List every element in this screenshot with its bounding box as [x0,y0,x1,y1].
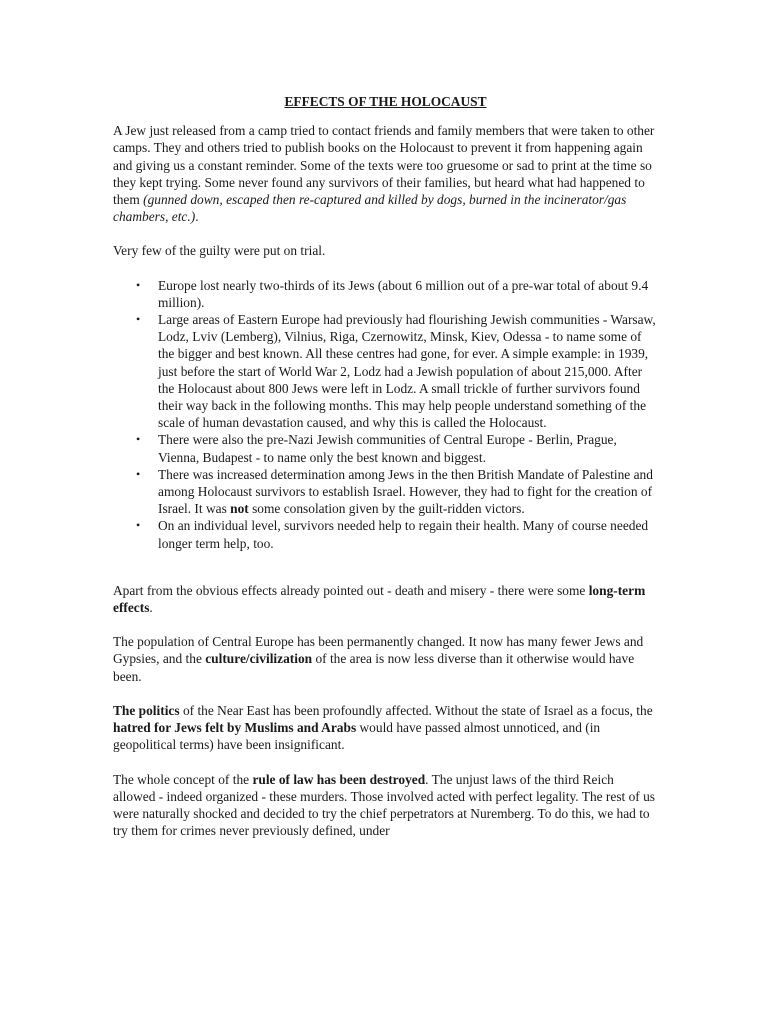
list-item-text: There was increased determination among Jews in the then British Mandate of Palestine and among Holocaust survivors to establish Israel. However, they had to fight for the creation of Israel. It was [158,466,653,517]
paragraph-long-term-end: . [149,600,153,616]
paragraph-intro-italic: (gunned down, escaped then re-captured and killed by dogs, burned in the incinerator/gas chambers, etc.) [113,192,627,225]
list-item-text: Large areas of Eastern Europe had previously had flourishing Jewish communities - Warsaw, Lodz, Lviv (Lemberg), Vilnius, Riga, Czernowitz, Minsk, Kiev, Odessa - to name some of the bigger and best known. All these centres had gone, for ever. A simple example: in 1939, just before the start of World War 2, Lodz had a Jewish population of about 215,000. After the Holocaust about 800 Jews were left in Lodz. A small trickle of further survivors found their way back in the following months. This may help people understand something of the scale of human devastation caused, and why this is called the Holocaust. [158,312,656,431]
bullet-icon: • [136,312,141,327]
paragraph-law-end: . The unjust laws of the third Reich allowed - indeed organized - these murders. Those involved acted with perfect legality. The rest of us were naturally shocked and decided to try the chief perpetrators at Nuremberg. To do this, we had to try them for crimes never previously defined, under [113,771,656,839]
paragraph-law-text: The whole concept of the [113,771,253,787]
paragraph-intro [113,122,658,225]
paragraph-rule-of-law [113,771,658,840]
paragraph-politics [113,702,658,754]
list-item-bold: not [230,501,249,517]
list-item [136,431,658,465]
bullet-icon: • [136,277,141,292]
paragraph-population [113,633,658,685]
paragraph-long-term-bold: long-term effects [113,582,646,616]
paragraph-population-end: of the area is now less diverse than it otherwise would have been. [113,651,635,684]
paragraph-population-bold: culture/civilization [205,651,313,667]
paragraph-politics-text: of the Near East has been profoundly affected. Without the state of Israel as a focus, the [179,702,653,718]
list-item-text: On an individual level, survivors needed help to regain their health. Many of course needed longer term help, too. [158,518,649,551]
list-item-text: There were also the pre-Nazi Jewish communities of Central Europe - Berlin, Prague, Vienna, Budapest - to name only the best known and biggest. [158,432,617,465]
paragraph-politics-end: would have passed almost unnoticed, and (in geopolitical terms) have been insignificant. [113,720,601,753]
list-item [136,517,658,551]
list-item-text: Europe lost nearly two-thirds of its Jews (about 6 million out of a pre-war total of about 9.4 million). [158,277,649,310]
paragraph-politics-bold: The politics [113,702,180,718]
paragraph-law-bold: rule of law has been destroyed [252,771,426,787]
paragraph-long-term [113,582,658,616]
bullet-icon: • [136,518,141,533]
paragraph-intro-end: . [195,209,199,225]
bullet-icon: • [136,432,141,447]
list-item [136,466,658,518]
bullet-icon: • [136,466,141,481]
paragraph-population-text: The population of Central Europe has been permanently changed. It now has many fewer Jews and Gypsies, and the [113,634,644,667]
list-item-text-end: some consolation given by the guilt-ridden victors. [248,501,525,517]
list-item [136,311,658,431]
effects-list [113,277,658,552]
paragraph-intro-text: A Jew just released from a camp tried to contact friends and family members that were taken to other camps. They and others tried to publish books on the Holocaust to prevent it from happening again and giving us a constant reminder. Some of the texts were too gruesome or sad to print at the time so they kept trying. Some never found any survivors of their families, but heard what had happened to them [113,123,655,208]
page-title: EFFECTS OF THE HOLOCAUST [284,94,487,109]
paragraph-politics-bold-2: hatred for Jews felt by Muslims and Arabs [113,720,357,736]
paragraph-long-term-text: Apart from the obvious effects already pointed out - death and misery - there were some [113,582,589,598]
document-body [113,93,658,856]
list-item [136,277,658,311]
paragraph-trials: Very few of the guilty were put on trial. [113,243,326,259]
